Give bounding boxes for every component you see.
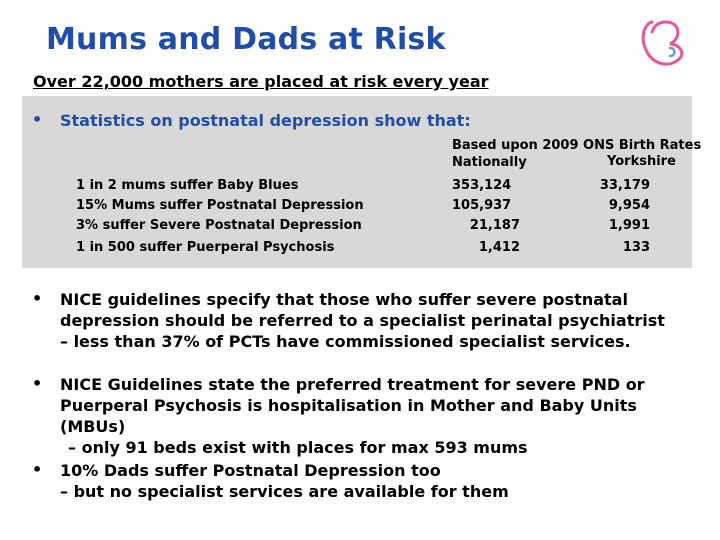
bullet-dot: • — [32, 110, 43, 129]
col-national-header: Nationally — [452, 155, 527, 170]
yorkshire-value: 133 — [622, 240, 650, 255]
bullet-text — [60, 460, 509, 502]
stat-label: 1 in 2 mums suffer Baby Blues — [76, 178, 299, 193]
bullet-line: – less than 37% of PCTs have commissioned specialist services. — [60, 332, 631, 351]
col-yorkshire-header: Yorkshire — [607, 154, 676, 169]
bullet-line: – only 91 beds exist with places for max 593 mums — [68, 438, 528, 457]
yorkshire-value: 33,179 — [599, 178, 650, 193]
stats-heading: Statistics on postnatal depression show that: — [60, 111, 471, 130]
bullet-dot: • — [32, 460, 43, 479]
source-line: Based upon 2009 ONS Birth Rates — [452, 138, 702, 153]
page-title: Mums and Dads at Risk — [46, 22, 446, 57]
stat-label: 1 in 500 suffer Puerperal Psychosis — [76, 240, 335, 255]
national-values — [452, 176, 520, 258]
subtitle: Over 22,000 mothers are placed at risk every year — [33, 72, 489, 91]
bullet-line: depression should be referred to a specialist perinatal psychiatrist — [60, 311, 665, 330]
bullet-line: Puerperal Psychosis is hospitalisation in Mother and Baby Units (MBUs) — [60, 396, 637, 436]
bullet-dot: • — [32, 374, 43, 393]
bullet-line: 10% Dads suffer Postnatal Depression too — [60, 461, 441, 480]
national-value: 1,412 — [478, 240, 520, 255]
yorkshire-values — [590, 176, 650, 258]
brand-logo-icon — [630, 14, 694, 74]
national-value: 105,937 — [452, 198, 512, 213]
bullet-line: NICE guidelines specify that those who suffer severe postnatal — [60, 290, 628, 309]
yorkshire-value: 9,954 — [608, 198, 650, 213]
national-value: 21,187 — [469, 218, 520, 233]
stat-label: 15% Mums suffer Postnatal Depression — [76, 198, 364, 213]
bullet-line: NICE Guidelines state the preferred treatment for severe PND or — [60, 375, 645, 394]
bullet-text — [60, 374, 702, 458]
logo-swirl-blue — [670, 48, 675, 56]
bullet-text — [60, 289, 665, 352]
yorkshire-value: 1,991 — [608, 218, 650, 233]
stat-labels — [76, 176, 364, 258]
national-value: 353,124 — [452, 178, 512, 193]
bullet-dot: • — [32, 289, 43, 308]
logo-swirl-pink — [643, 22, 682, 64]
bullet-line: – but no specialist services are available for them — [60, 482, 509, 501]
stat-label: 3% suffer Severe Postnatal Depression — [76, 218, 362, 233]
